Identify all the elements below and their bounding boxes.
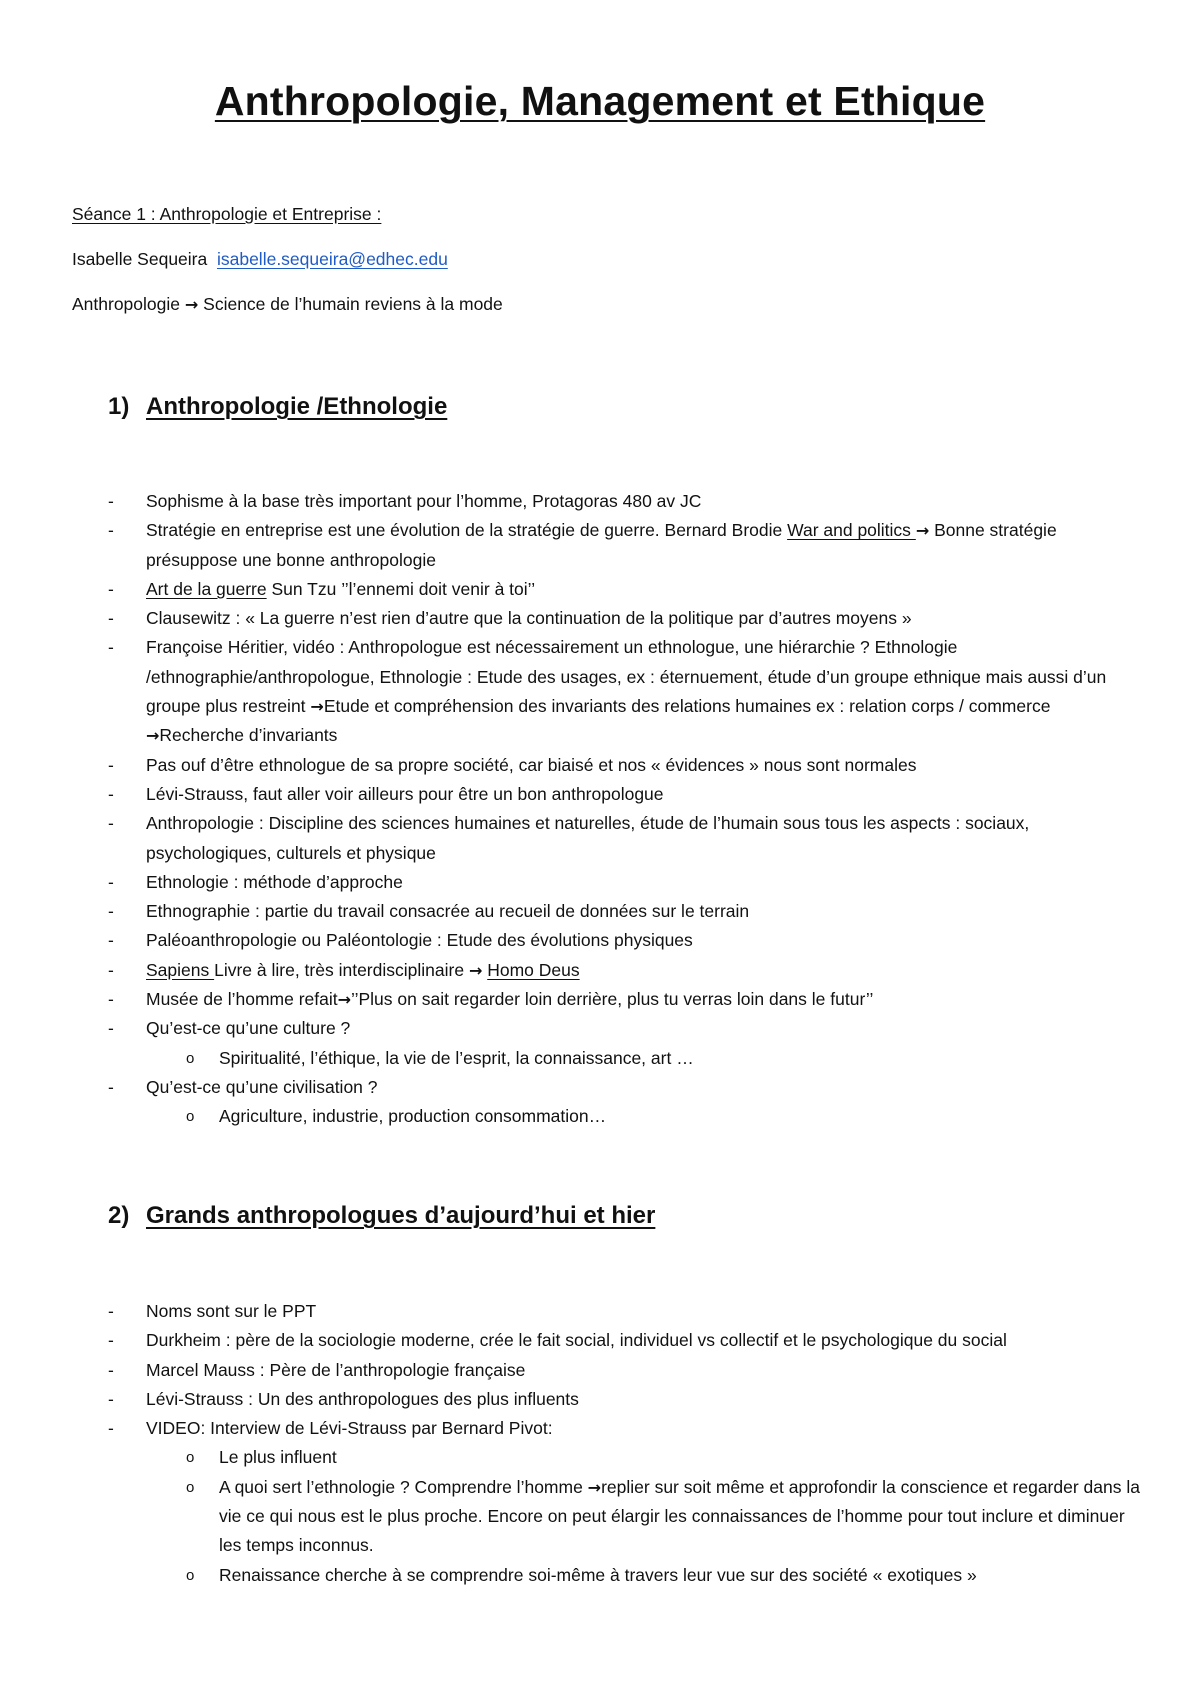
book-title: Homo Deus bbox=[487, 959, 580, 980]
book-title: Art de la guerre bbox=[146, 578, 267, 599]
right-arrow-icon: → bbox=[468, 960, 483, 980]
list-item: - Durkheim : père de la sociologie moderne, crée le fait social, individuel vs collectif et le psychologique du social bbox=[0, 1326, 1200, 1355]
book-title: Sapiens bbox=[146, 959, 215, 980]
dash-bullet: - bbox=[108, 1076, 114, 1097]
definition-line bbox=[72, 293, 503, 316]
list-item: - Stratégie en entreprise est une évolution de la stratégie de guerre. Bernard Brodie War and politics → Bonne stratégie présuppose une bonne anthropologie bbox=[0, 516, 1200, 575]
section-2-list bbox=[0, 1297, 1200, 1590]
dash-bullet: - bbox=[108, 959, 114, 980]
book-title: War and politics bbox=[787, 520, 916, 541]
dash-bullet: - bbox=[108, 1301, 114, 1321]
definition-text: Science de l’humain reviens à la mode bbox=[203, 294, 503, 314]
circle-bullet-icon: o bbox=[186, 1478, 195, 1496]
list-item: - Pas ouf d’être ethnologue de sa propre société, car biaisé et nos « évidences » nous sont normales bbox=[0, 751, 1200, 780]
list-item: - Sapiens Livre à lire, très interdisciplinaire → Homo Deus bbox=[0, 956, 1200, 985]
dash-bullet: - bbox=[108, 813, 114, 834]
definition-term: Anthropologie bbox=[72, 294, 180, 314]
list-item: - Anthropologie : Discipline des sciences humaines et naturelles, étude de l’humain sous tous les aspects : sociaux, psychologiques, culturels et physique bbox=[0, 809, 1200, 868]
section-1-number: 1) bbox=[108, 393, 130, 420]
right-arrow-icon: → bbox=[146, 726, 160, 746]
list-item: - VIDEO: Interview de Lévi-Strauss par Bernard Pivot: bbox=[0, 1414, 1200, 1443]
right-arrow-icon: → bbox=[310, 697, 324, 717]
section-2-title: Grands anthropologues d’aujourd’hui et hier bbox=[146, 1202, 656, 1229]
dash-bullet: - bbox=[108, 491, 114, 511]
dash-bullet: - bbox=[108, 783, 114, 804]
author-name: Isabelle Sequeira bbox=[72, 249, 208, 269]
list-item: - Paléoanthropologie ou Paléontologie : Etude des évolutions physiques bbox=[0, 926, 1200, 955]
dash-bullet: - bbox=[108, 608, 114, 629]
sub-list-item: o A quoi sert l’ethnologie ? Comprendre l’homme →replier sur soit même et approfondir la conscience et regarder dans la vie ce qui nous est le plus proche. Encore on peut élargir les connaissances de l’homme pour tout inclure et diminuer les temps inconnus. bbox=[0, 1473, 1200, 1561]
list-item: - Françoise Héritier, vidéo : Anthropologue est nécessairement un ethnologue, une hiérarchie ? Ethnologie /ethnographie/anthropologue, Ethnologie : Etude des usages, ex : éternuement, étude d’un groupe ethnique mais aussi d’un groupe plus restreint →Etude et compréhension des invariants des relations humaines ex : relation corps / commerce →Recherche d’invariants bbox=[0, 633, 1200, 750]
right-arrow-icon: → bbox=[337, 990, 352, 1010]
document-title: Anthropologie, Management et Ethique bbox=[214, 78, 986, 124]
sub-list-item: o Spiritualité, l’éthique, la vie de l’esprit, la connaissance, art … bbox=[0, 1044, 1200, 1073]
dash-bullet: - bbox=[108, 871, 114, 892]
list-item: - Qu’est-ce qu’une civilisation ? bbox=[0, 1073, 1200, 1102]
right-arrow-icon: → bbox=[915, 521, 930, 541]
dash-bullet: - bbox=[108, 989, 114, 1010]
sub-list-item: o Agriculture, industrie, production consommation… bbox=[0, 1102, 1200, 1131]
dash-bullet: - bbox=[108, 1418, 114, 1439]
session-line bbox=[72, 203, 381, 225]
dash-bullet: - bbox=[108, 637, 114, 658]
sub-list-item: o Le plus influent bbox=[0, 1443, 1200, 1472]
list-item: - Noms sont sur le PPT bbox=[0, 1297, 1200, 1326]
dash-bullet: - bbox=[108, 1388, 114, 1409]
list-item: - Qu’est-ce qu’une culture ? bbox=[0, 1014, 1200, 1043]
list-item: - Lévi-Strauss, faut aller voir ailleurs pour être un bon anthropologue bbox=[0, 780, 1200, 809]
dash-bullet: - bbox=[108, 578, 114, 599]
dash-bullet: - bbox=[108, 1359, 114, 1380]
list-item: - Art de la guerre Sun Tzu ’’l’ennemi doit venir à toi’’ bbox=[0, 575, 1200, 604]
dash-bullet: - bbox=[108, 754, 114, 775]
circle-bullet-icon: o bbox=[186, 1449, 195, 1467]
session-heading: Séance 1 : Anthropologie et Entreprise : bbox=[72, 204, 382, 224]
list-item: - Marcel Mauss : Père de l’anthropologie française bbox=[0, 1356, 1200, 1385]
section-1-heading bbox=[108, 393, 447, 421]
dash-bullet: - bbox=[108, 1330, 114, 1351]
list-item: - Ethnographie : partie du travail consacrée au recueil de données sur le terrain bbox=[0, 897, 1200, 926]
section-2-number: 2) bbox=[108, 1202, 130, 1229]
list-item: - Ethnologie : méthode d’approche bbox=[0, 868, 1200, 897]
author-email-link[interactable]: isabelle.sequeira@edhec.edu bbox=[216, 249, 448, 269]
section-2-heading bbox=[108, 1202, 655, 1230]
right-arrow-icon: → bbox=[587, 1477, 602, 1497]
dash-bullet: - bbox=[108, 930, 114, 951]
list-item: - Clausewitz : « La guerre n’est rien d’autre que la continuation de la politique par d’autres moyens » bbox=[0, 604, 1200, 633]
author-line bbox=[72, 248, 448, 270]
circle-bullet-icon: o bbox=[186, 1566, 195, 1584]
dash-bullet: - bbox=[108, 901, 114, 922]
circle-bullet-icon: o bbox=[186, 1049, 195, 1067]
list-item: - Lévi-Strauss : Un des anthropologues des plus influents bbox=[0, 1385, 1200, 1414]
section-1-title: Anthropologie /Ethnologie bbox=[146, 393, 448, 420]
circle-bullet-icon: o bbox=[186, 1108, 195, 1126]
section-1-list bbox=[0, 487, 1200, 1132]
right-arrow-icon: → bbox=[184, 295, 199, 314]
dash-bullet: - bbox=[108, 1018, 114, 1039]
dash-bullet: - bbox=[108, 520, 114, 541]
list-item: - Sophisme à la base très important pour l’homme, Protagoras 480 av JC bbox=[0, 487, 1200, 516]
sub-list-item: o Renaissance cherche à se comprendre soi-même à travers leur vue sur des société « exotiques » bbox=[0, 1561, 1200, 1590]
list-item: - Musée de l’homme refait→’’Plus on sait regarder loin derrière, plus tu verras loin dans le futur’’ bbox=[0, 985, 1200, 1014]
